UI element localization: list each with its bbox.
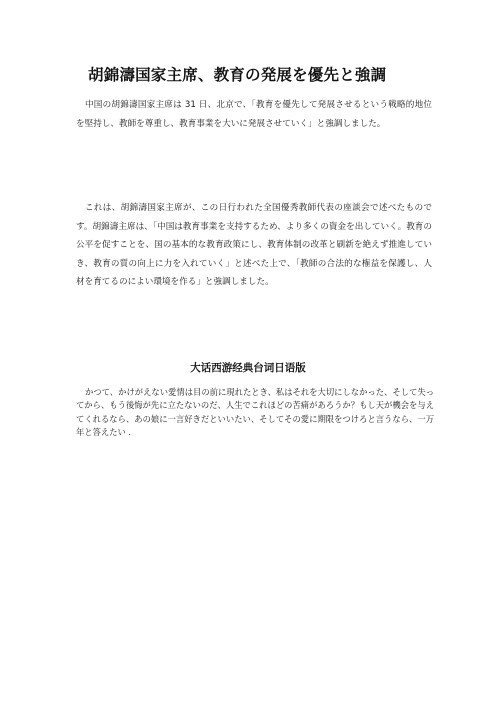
section-paragraph: かつて、かけがえない愛情は目の前に現れたとき、私はそれを大切にしなかった、そして失ってから、もう後悔が先に立たないのだ、人生でこれほどの苦痛があろうか？もし天が機会を与えてくれるなら、あの娘に一言好きだといいたい、そしてその愛に期限をつけろと言うなら、一万年と答えたい ． bbox=[76, 387, 434, 438]
document-title: 胡錦濤国家主席、教育の発展を優先と強調 bbox=[88, 66, 387, 84]
paragraph-2: これは、胡錦濤国家主席が、この日行われた全国優秀教師代表の座談会で述べたものです。胡錦濤主席は、「中国は教育事業を支持するため、より多くの資金を出していく。教育の公平を促すことを、国の基本的な教育政策にし、教育体制の改革と刷新を絶えず推進していき、教育の質の向上に力を入れていく」と述べた上で、「教師の合法的な権益を保護し、人材を育てるのによい環境を作る」と強調しました。 bbox=[76, 203, 432, 287]
section-title: 大话西游经典台词日语版 bbox=[190, 362, 306, 374]
paragraph-1: 中国の胡錦濤国家主席は 31 日、北京で、「教育を優先して発展させるという戦略的地位を堅持し、教師を尊重し、教育事業を大いに発展させていく」と強調しました。 bbox=[76, 100, 432, 129]
